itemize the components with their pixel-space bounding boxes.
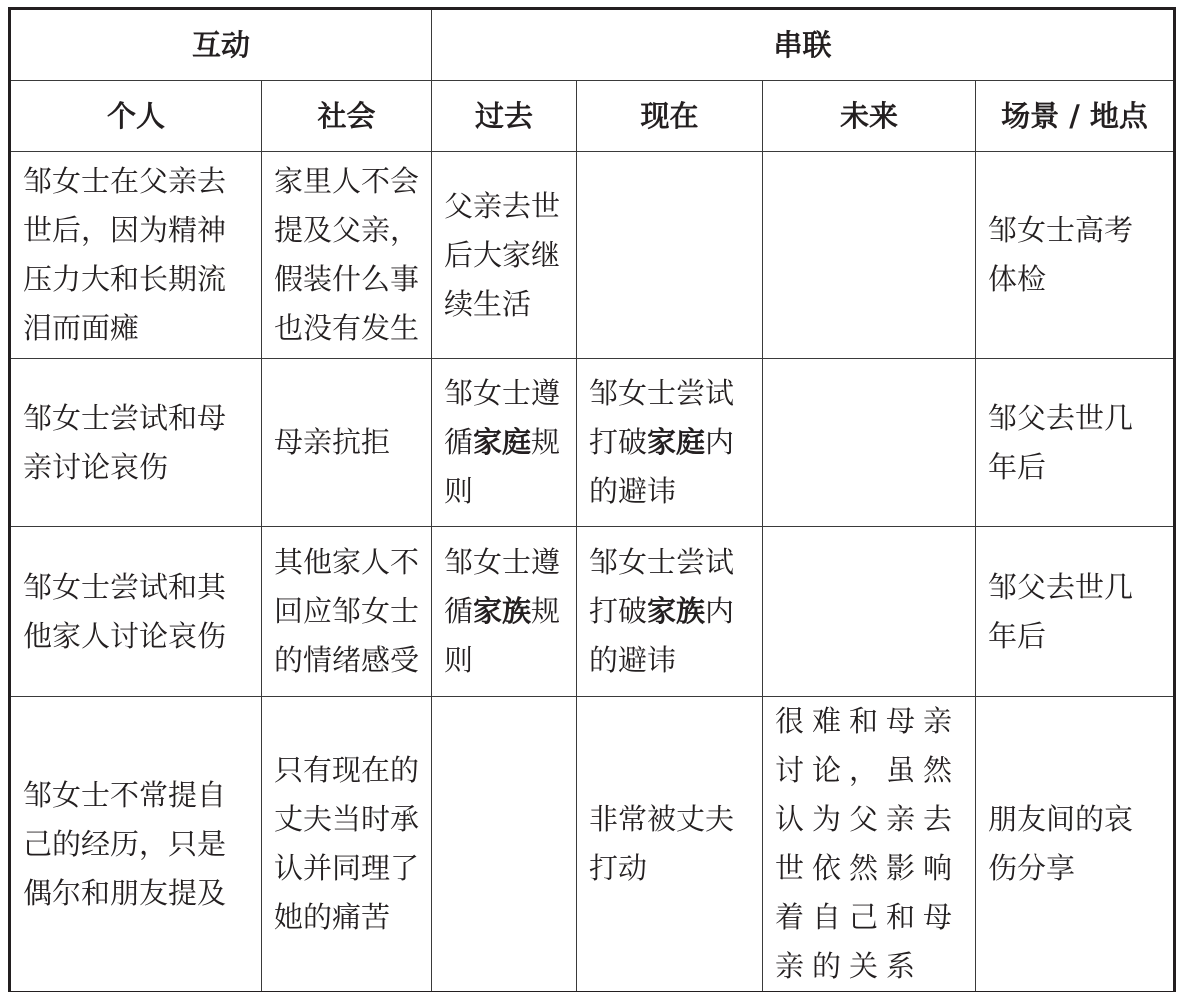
cell-personal: 邹女士尝试和母亲讨论哀伤 bbox=[11, 359, 262, 527]
col-header-past: 过去 bbox=[432, 81, 577, 152]
header-interaction: 互动 bbox=[11, 10, 432, 81]
cell-past-text-post: 规则 bbox=[444, 425, 561, 508]
cell-scene: 邹父去世几年后 bbox=[976, 359, 1174, 527]
cell-past bbox=[432, 527, 577, 697]
table-row bbox=[11, 359, 1174, 527]
cell-past bbox=[432, 359, 577, 527]
cell-present-text-bold: 家庭 bbox=[647, 425, 706, 459]
cell-social: 只有现在的丈夫当时承认并同理了她的痛苦 bbox=[262, 697, 432, 992]
cell-social: 家里人不会提及父亲，假装什么事也没有发生 bbox=[262, 152, 432, 359]
cell-present-text-bold: 家族 bbox=[647, 594, 706, 628]
table-row bbox=[11, 527, 1174, 697]
cell-future bbox=[763, 527, 976, 697]
cell-present-text-pre: 邹女士尝试打破 bbox=[589, 376, 735, 459]
group-header-row bbox=[11, 10, 1174, 81]
cell-personal: 邹女士不常提自己的经历，只是偶尔和朋友提及 bbox=[11, 697, 262, 992]
header-linkage: 串联 bbox=[432, 10, 1174, 81]
cell-future: 很难和母亲讨论，虽然认为父亲去世依然影响着自己和母亲的关系 bbox=[763, 697, 976, 992]
cell-future bbox=[763, 152, 976, 359]
cell-scene: 邹女士高考体检 bbox=[976, 152, 1174, 359]
col-header-scene: 场景 / 地点 bbox=[976, 81, 1174, 152]
cell-past: 父亲去世后大家继续生活 bbox=[432, 152, 577, 359]
column-header-row bbox=[11, 81, 1174, 152]
cell-past-text-bold: 家庭 bbox=[473, 425, 532, 459]
cell-past-text-pre: 邹女士遵循 bbox=[444, 376, 561, 459]
narrative-analysis-table bbox=[10, 9, 1174, 992]
cell-present: 非常被丈夫打动 bbox=[577, 697, 763, 992]
cell-scene: 邹父去世几年后 bbox=[976, 527, 1174, 697]
cell-past-text-post: 规则 bbox=[444, 594, 561, 677]
cell-personal: 邹女士在父亲去世后，因为精神压力大和长期流泪而面瘫 bbox=[11, 152, 262, 359]
cell-present-text-post: 内的避讳 bbox=[589, 425, 735, 508]
cell-present bbox=[577, 152, 763, 359]
cell-past bbox=[432, 697, 577, 992]
cell-future bbox=[763, 359, 976, 527]
cell-present-text-pre: 邹女士尝试打破 bbox=[589, 545, 735, 628]
cell-scene: 朋友间的哀伤分享 bbox=[976, 697, 1174, 992]
table-row bbox=[11, 152, 1174, 359]
col-header-personal: 个人 bbox=[11, 81, 262, 152]
cell-present bbox=[577, 527, 763, 697]
cell-present bbox=[577, 359, 763, 527]
cell-social: 其他家人不回应邹女士的情绪感受 bbox=[262, 527, 432, 697]
cell-past-text-pre: 邹女士遵循 bbox=[444, 545, 561, 628]
table-row bbox=[11, 697, 1174, 992]
cell-social: 母亲抗拒 bbox=[262, 359, 432, 527]
cell-personal: 邹女士尝试和其他家人讨论哀伤 bbox=[11, 527, 262, 697]
col-header-future: 未来 bbox=[763, 81, 976, 152]
cell-present-text-post: 内的避讳 bbox=[589, 594, 735, 677]
col-header-present: 现在 bbox=[577, 81, 763, 152]
cell-past-text-bold: 家族 bbox=[473, 594, 532, 628]
col-header-social: 社会 bbox=[262, 81, 432, 152]
